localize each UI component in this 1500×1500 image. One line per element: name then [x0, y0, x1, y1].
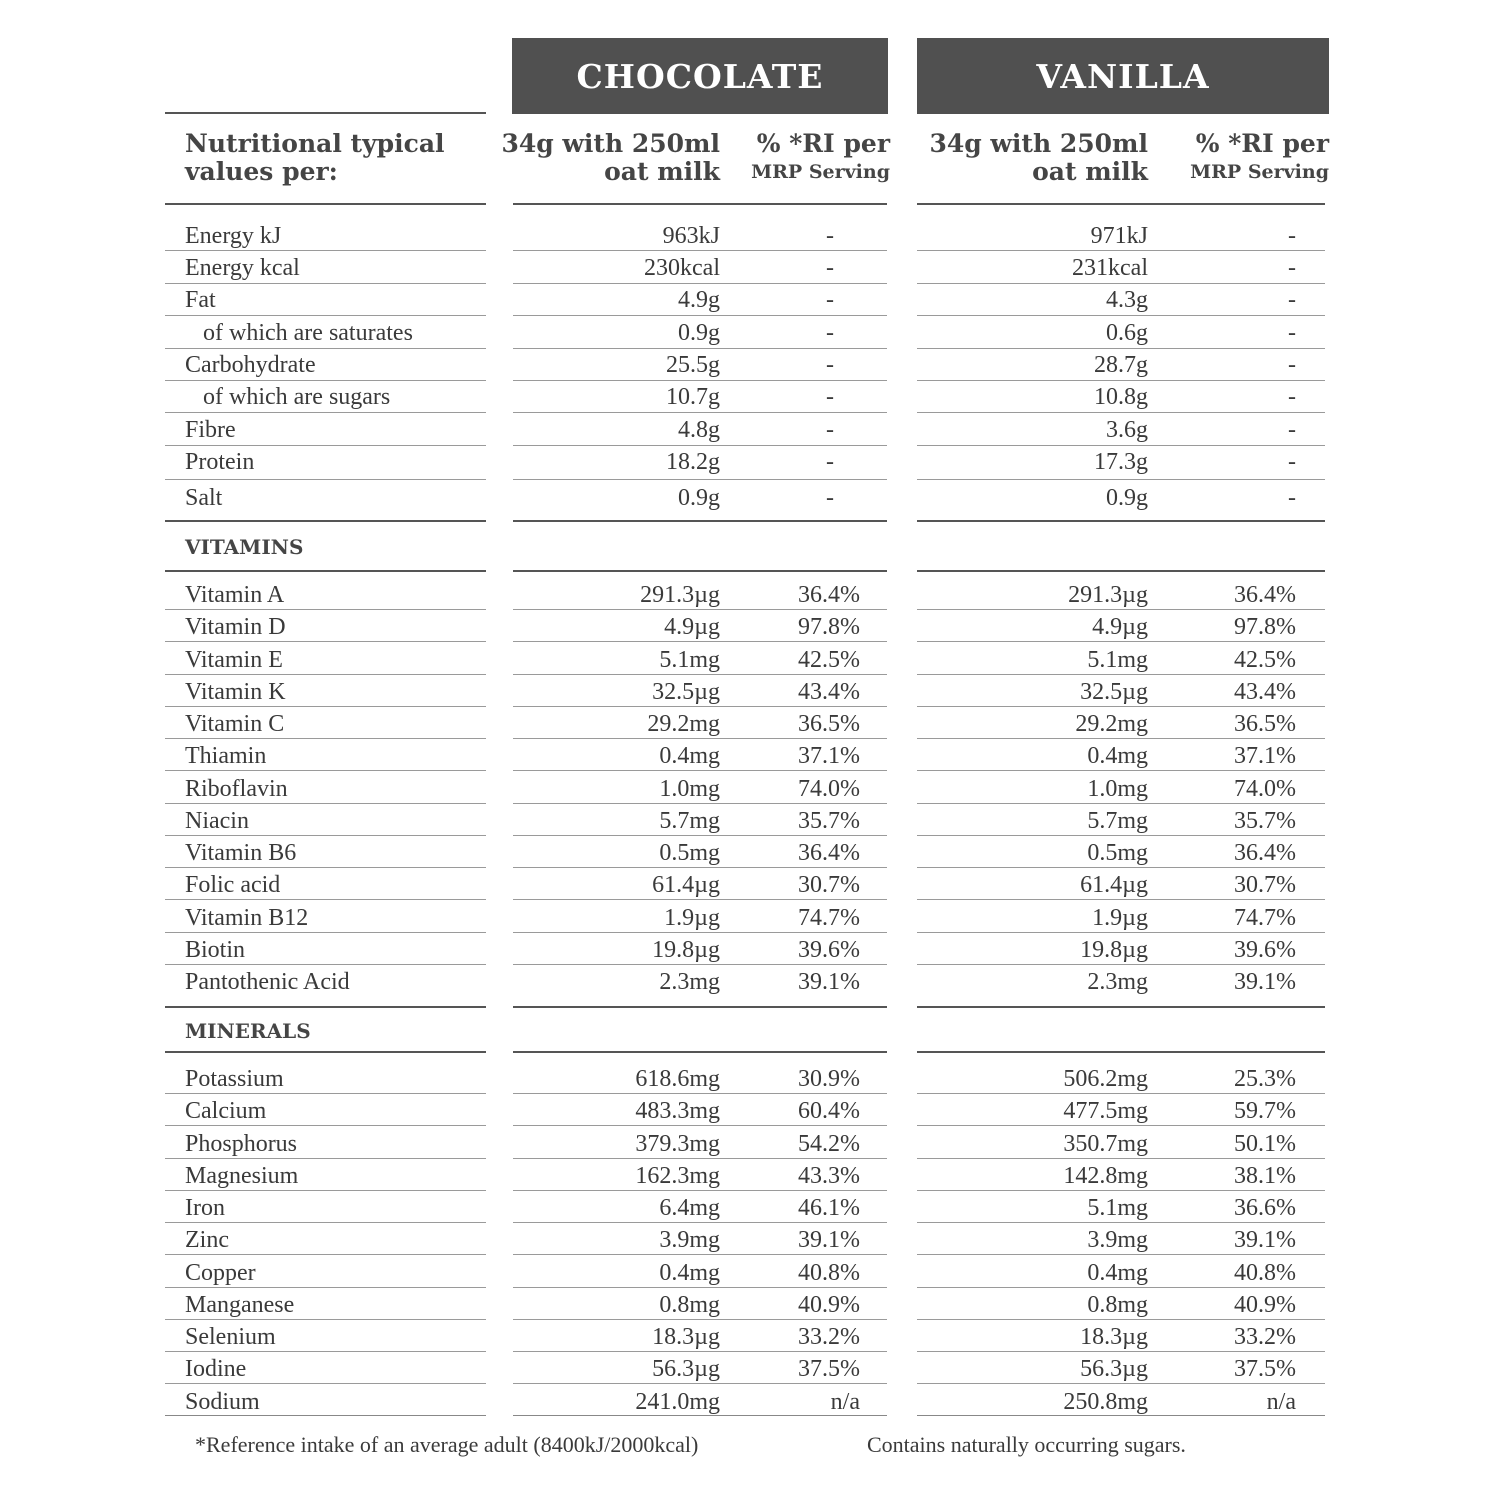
chocolate-ri-value: 39.1% — [798, 1227, 860, 1254]
chocolate-value: 5.7mg — [659, 807, 720, 834]
vanilla-ri-value: - — [1288, 352, 1296, 378]
vanilla-ri-value: 40.8% — [1234, 1259, 1296, 1286]
row-divider — [165, 867, 486, 868]
vanilla-value: 0.8mg — [1087, 1291, 1148, 1318]
row-label: Calcium — [185, 1098, 267, 1125]
chocolate-ri-value: 35.7% — [798, 807, 860, 834]
row-label: Carbohydrate — [185, 352, 316, 378]
chocolate-ri-value: 74.7% — [798, 904, 860, 931]
row-divider — [165, 348, 486, 349]
row-label: Vitamin D — [185, 614, 286, 641]
row-divider — [165, 835, 486, 836]
chocolate-ri-value: 37.1% — [798, 743, 860, 770]
row-label: Iron — [185, 1195, 225, 1221]
row-divider — [513, 1254, 887, 1255]
row-divider — [513, 1319, 887, 1320]
row-divider — [513, 674, 887, 675]
row-divider — [513, 348, 887, 349]
row-divider — [165, 1383, 486, 1384]
vanilla-value: 1.0mg — [1087, 775, 1148, 802]
row-label: Vitamin E — [185, 646, 283, 673]
chocolate-ri-value: 39.6% — [798, 936, 860, 963]
row-divider — [513, 899, 887, 900]
vanilla-value: 28.7g — [1094, 352, 1148, 378]
row-divider — [513, 1287, 887, 1288]
row-divider — [513, 380, 887, 381]
row-divider — [165, 803, 486, 804]
chocolate-value: 2.3mg — [659, 969, 720, 995]
row-divider — [165, 1158, 486, 1159]
row-label: Fat — [185, 287, 216, 313]
row-divider — [917, 1383, 1325, 1384]
chocolate-ri-value: 43.4% — [798, 678, 860, 705]
vanilla-value: 3.9mg — [1087, 1227, 1148, 1254]
vanilla-value: 3.6g — [1106, 417, 1148, 443]
vanilla-ri-value: 39.1% — [1234, 1227, 1296, 1254]
chocolate-value: 0.9g — [678, 485, 720, 511]
row-divider — [165, 1222, 486, 1223]
row-divider — [165, 1125, 486, 1126]
chocolate-ri-value: - — [826, 255, 834, 281]
chocolate-ri-heading: % *RI per MRP Serving — [751, 129, 890, 183]
row-divider — [917, 674, 1325, 675]
vanilla-ri-value: 42.5% — [1234, 646, 1296, 673]
row-divider — [917, 445, 1325, 446]
vanilla-ri-value: - — [1288, 449, 1296, 475]
vanilla-ri-heading: % *RI per MRP Serving — [1190, 129, 1329, 183]
row-divider — [513, 835, 887, 836]
vanilla-ri-value: 33.2% — [1234, 1324, 1296, 1350]
chocolate-value: 0.4mg — [659, 1259, 720, 1286]
section-rule — [917, 570, 1325, 572]
vanilla-ri-value: 38.1% — [1234, 1162, 1296, 1189]
chocolate-value: 963kJ — [662, 223, 720, 249]
section-rule — [513, 520, 887, 522]
row-label: Vitamin B6 — [185, 840, 297, 866]
row-divider — [513, 1158, 887, 1159]
vanilla-ri-value: 50.1% — [1234, 1130, 1296, 1157]
vanilla-ri-value: 43.4% — [1234, 678, 1296, 705]
chocolate-value: 0.8mg — [659, 1291, 720, 1318]
row-label: Phosphorus — [185, 1130, 298, 1157]
vanilla-value: 19.8µg — [1080, 936, 1148, 963]
chocolate-ri-value: 54.2% — [798, 1130, 860, 1157]
chocolate-value: 0.5mg — [659, 840, 720, 866]
row-divider — [917, 283, 1325, 284]
row-divider — [917, 964, 1325, 965]
vanilla-value: 350.7mg — [1063, 1130, 1148, 1157]
chocolate-ri-value: 30.9% — [798, 1066, 860, 1092]
row-divider — [513, 609, 887, 610]
chocolate-ri-value: 36.4% — [798, 582, 860, 608]
row-divider — [165, 250, 486, 251]
section-rule — [917, 520, 1325, 522]
row-divider — [917, 1319, 1325, 1320]
vanilla-ri-value: - — [1288, 223, 1296, 249]
vanilla-value: 0.4mg — [1087, 1259, 1148, 1286]
vanilla-value: 0.4mg — [1087, 743, 1148, 770]
row-label: Manganese — [185, 1291, 295, 1318]
chocolate-ri-value: 39.1% — [798, 969, 860, 995]
vanilla-value: 231kcal — [1072, 255, 1148, 281]
vanilla-ri-value: 39.1% — [1234, 969, 1296, 995]
row-divider — [917, 479, 1325, 480]
row-divider — [917, 899, 1325, 900]
chocolate-value: 6.4mg — [659, 1195, 720, 1221]
row-divider — [165, 964, 486, 965]
vanilla-ri-value: 36.4% — [1234, 840, 1296, 866]
vanilla-ri-value: 59.7% — [1234, 1098, 1296, 1125]
vitamins-heading: VITAMINS — [185, 535, 304, 559]
vanilla-value: 0.5mg — [1087, 840, 1148, 866]
row-divider — [165, 1319, 486, 1320]
row-divider — [513, 1222, 887, 1223]
row-divider — [165, 1287, 486, 1288]
row-divider — [165, 770, 486, 771]
row-label: Folic acid — [185, 872, 281, 899]
vanilla-ri-value: 36.6% — [1234, 1195, 1296, 1221]
chocolate-ri-value: 60.4% — [798, 1098, 860, 1125]
chocolate-value: 0.4mg — [659, 743, 720, 770]
chocolate-ri-value: 33.2% — [798, 1324, 860, 1350]
vanilla-value: 56.3µg — [1080, 1356, 1148, 1383]
vanilla-value: 4.9µg — [1092, 614, 1148, 641]
row-divider — [513, 867, 887, 868]
row-divider — [917, 641, 1325, 642]
row-label: Vitamin A — [185, 582, 285, 608]
chocolate-value: 483.3mg — [635, 1098, 720, 1125]
chocolate-ri-value: 42.5% — [798, 646, 860, 673]
chocolate-ri-value: - — [826, 384, 834, 410]
row-divider — [513, 315, 887, 316]
vanilla-value: 5.1mg — [1087, 1195, 1148, 1221]
vanilla-value: 5.1mg — [1087, 646, 1148, 673]
section-rule — [917, 1051, 1325, 1053]
row-divider — [917, 1190, 1325, 1191]
vanilla-ri-value: - — [1288, 320, 1296, 346]
vanilla-ri-value: 36.4% — [1234, 582, 1296, 608]
row-label: Niacin — [185, 807, 249, 834]
row-divider — [513, 932, 887, 933]
vanilla-ri-value: 97.8% — [1234, 614, 1296, 641]
row-label: Thiamin — [185, 743, 267, 770]
row-divider — [165, 315, 486, 316]
row-divider — [513, 445, 887, 446]
row-label: Protein — [185, 449, 255, 475]
chocolate-ri-value: 30.7% — [798, 872, 860, 899]
vanilla-value: 18.3µg — [1080, 1324, 1148, 1350]
chocolate-value: 162.3mg — [635, 1162, 720, 1189]
label-column-heading: Nutritional typical values per: — [185, 129, 445, 186]
vanilla-ri-value: 39.6% — [1234, 936, 1296, 963]
chocolate-ri-value: - — [826, 417, 834, 443]
row-divider — [165, 674, 486, 675]
row-label: of which are sugars — [203, 384, 391, 410]
row-divider — [513, 1190, 887, 1191]
chocolate-value: 18.2g — [666, 449, 720, 475]
row-label: Pantothenic Acid — [185, 969, 350, 995]
chocolate-value: 4.8g — [678, 417, 720, 443]
vanilla-value: 10.8g — [1094, 384, 1148, 410]
vanilla-value: 1.9µg — [1092, 904, 1148, 931]
row-divider — [513, 803, 887, 804]
chocolate-value: 1.0mg — [659, 775, 720, 802]
chocolate-value: 0.9g — [678, 320, 720, 346]
table-bottom-rule — [513, 1415, 887, 1416]
row-divider — [513, 1125, 887, 1126]
row-label: Biotin — [185, 936, 246, 963]
vanilla-value: 2.3mg — [1087, 969, 1148, 995]
row-divider — [917, 770, 1325, 771]
row-divider — [917, 1222, 1325, 1223]
chocolate-value: 3.9mg — [659, 1227, 720, 1254]
chocolate-value: 4.9µg — [664, 614, 720, 641]
row-divider — [513, 770, 887, 771]
table-bottom-rule — [917, 1415, 1325, 1416]
row-label: Iodine — [185, 1356, 247, 1383]
chocolate-ri-value: 37.5% — [798, 1356, 860, 1383]
row-divider — [917, 1287, 1325, 1288]
row-divider — [165, 1351, 486, 1352]
row-divider — [917, 738, 1325, 739]
chocolate-serving-heading: 34g with 250ml oat milk — [501, 129, 720, 186]
row-divider — [165, 609, 486, 610]
row-divider — [513, 1351, 887, 1352]
row-label: of which are saturates — [203, 320, 413, 346]
header-bottom-rule — [165, 203, 486, 205]
section-rule — [917, 1006, 1325, 1008]
chocolate-value: 618.6mg — [635, 1066, 720, 1092]
reference-intake-footnote: *Reference intake of an average adult (8400kJ/2000kcal) — [195, 1432, 699, 1457]
row-divider — [165, 932, 486, 933]
vanilla-value: 0.9g — [1106, 485, 1148, 511]
vanilla-value: 971kJ — [1090, 223, 1148, 249]
vanilla-ri-value: 37.5% — [1234, 1356, 1296, 1383]
chocolate-value: 10.7g — [666, 384, 720, 410]
minerals-heading: MINERALS — [185, 1019, 311, 1043]
vanilla-value: 4.3g — [1106, 287, 1148, 313]
vanilla-value: 250.8mg — [1063, 1388, 1148, 1415]
chocolate-ri-value: 74.0% — [798, 775, 860, 802]
row-divider — [917, 380, 1325, 381]
row-divider — [513, 964, 887, 965]
chocolate-value: 291.3µg — [640, 582, 720, 608]
row-divider — [165, 412, 486, 413]
row-divider — [165, 738, 486, 739]
vanilla-ri-value: 74.7% — [1234, 904, 1296, 931]
vanilla-value: 17.3g — [1094, 449, 1148, 475]
vanilla-ri-value: - — [1288, 384, 1296, 410]
vanilla-value: 0.6g — [1106, 320, 1148, 346]
row-divider — [917, 867, 1325, 868]
row-divider — [165, 283, 486, 284]
chocolate-value: 19.8µg — [652, 936, 720, 963]
vanilla-value: 477.5mg — [1063, 1098, 1148, 1125]
chocolate-ri-value: n/a — [830, 1388, 860, 1415]
row-divider — [917, 412, 1325, 413]
row-divider — [917, 1158, 1325, 1159]
row-divider — [917, 250, 1325, 251]
chocolate-ri-value: 43.3% — [798, 1162, 860, 1189]
row-divider — [165, 479, 486, 480]
vanilla-ri-value: - — [1288, 485, 1296, 511]
row-divider — [917, 1351, 1325, 1352]
row-divider — [513, 412, 887, 413]
row-divider — [165, 1093, 486, 1094]
row-label: Potassium — [185, 1066, 284, 1092]
vanilla-ri-value: 37.1% — [1234, 743, 1296, 770]
vanilla-ri-value: - — [1288, 417, 1296, 443]
chocolate-value: 61.4µg — [652, 872, 720, 899]
vanilla-ri-value: 74.0% — [1234, 775, 1296, 802]
row-divider — [165, 641, 486, 642]
row-divider — [917, 835, 1325, 836]
vanilla-value: 29.2mg — [1075, 711, 1148, 737]
row-divider — [165, 706, 486, 707]
chocolate-ri-value: - — [826, 320, 834, 346]
row-divider — [917, 803, 1325, 804]
chocolate-ri-value: - — [826, 449, 834, 475]
chocolate-ri-value: 36.4% — [798, 840, 860, 866]
row-label: Sodium — [185, 1388, 260, 1415]
chocolate-ri-value: - — [826, 485, 834, 511]
row-divider — [917, 932, 1325, 933]
vanilla-value: 32.5µg — [1080, 678, 1148, 705]
vanilla-value: 506.2mg — [1063, 1066, 1148, 1092]
row-label: Selenium — [185, 1324, 276, 1350]
vanilla-value: 5.7mg — [1087, 807, 1148, 834]
row-divider — [917, 706, 1325, 707]
header-bottom-rule — [917, 203, 1325, 205]
row-label: Salt — [185, 485, 223, 511]
row-label: Riboflavin — [185, 775, 288, 802]
header-rule — [165, 112, 486, 114]
vanilla-serving-heading: 34g with 250ml oat milk — [929, 129, 1148, 186]
vanilla-header: VANILLA — [917, 38, 1329, 114]
section-rule — [513, 1051, 887, 1053]
chocolate-value: 241.0mg — [635, 1388, 720, 1415]
row-label: Vitamin B12 — [185, 904, 309, 931]
chocolate-value: 29.2mg — [647, 711, 720, 737]
vanilla-ri-value: 30.7% — [1234, 872, 1296, 899]
row-divider — [917, 1093, 1325, 1094]
row-label: Fibre — [185, 417, 236, 443]
row-label: Vitamin K — [185, 678, 286, 705]
section-rule — [165, 570, 486, 572]
row-divider — [165, 1190, 486, 1191]
chocolate-ri-value: - — [826, 287, 834, 313]
section-rule — [165, 1051, 486, 1053]
vanilla-ri-value: 40.9% — [1234, 1291, 1296, 1318]
row-divider — [165, 445, 486, 446]
row-divider — [513, 1383, 887, 1384]
chocolate-value: 56.3µg — [652, 1356, 720, 1383]
vanilla-ri-value: 35.7% — [1234, 807, 1296, 834]
row-label: Magnesium — [185, 1162, 299, 1189]
vanilla-ri-value: - — [1288, 255, 1296, 281]
vanilla-ri-value: 36.5% — [1234, 711, 1296, 737]
chocolate-ri-value: 40.9% — [798, 1291, 860, 1318]
chocolate-value: 4.9g — [678, 287, 720, 313]
row-label: Zinc — [185, 1227, 229, 1254]
row-divider — [165, 899, 486, 900]
row-divider — [513, 641, 887, 642]
row-divider — [165, 1254, 486, 1255]
chocolate-ri-value: 97.8% — [798, 614, 860, 641]
chocolate-ri-value: - — [826, 223, 834, 249]
row-divider — [917, 348, 1325, 349]
sugars-note: Contains naturally occurring sugars. — [867, 1432, 1186, 1457]
chocolate-ri-value: 40.8% — [798, 1259, 860, 1286]
vanilla-value: 142.8mg — [1063, 1162, 1148, 1189]
row-label: Energy kJ — [185, 223, 282, 249]
row-divider — [917, 609, 1325, 610]
vanilla-ri-value: - — [1288, 287, 1296, 313]
chocolate-value: 32.5µg — [652, 678, 720, 705]
row-label: Energy kcal — [185, 255, 300, 281]
row-divider — [917, 1125, 1325, 1126]
section-rule — [165, 520, 486, 522]
chocolate-value: 230kcal — [644, 255, 720, 281]
chocolate-value: 5.1mg — [659, 646, 720, 673]
row-divider — [513, 1093, 887, 1094]
row-divider — [513, 479, 887, 480]
section-rule — [165, 1006, 486, 1008]
row-divider — [917, 315, 1325, 316]
row-divider — [513, 738, 887, 739]
row-divider — [513, 250, 887, 251]
row-label: Copper — [185, 1259, 256, 1286]
chocolate-value: 379.3mg — [635, 1130, 720, 1157]
header-bottom-rule — [513, 203, 887, 205]
vanilla-ri-value: 25.3% — [1234, 1066, 1296, 1092]
section-rule — [513, 570, 887, 572]
chocolate-value: 25.5g — [666, 352, 720, 378]
chocolate-value: 18.3µg — [652, 1324, 720, 1350]
chocolate-value: 1.9µg — [664, 904, 720, 931]
vanilla-ri-value: n/a — [1266, 1388, 1296, 1415]
row-divider — [513, 706, 887, 707]
chocolate-ri-value: - — [826, 352, 834, 378]
table-bottom-rule — [165, 1415, 486, 1416]
vanilla-value: 291.3µg — [1068, 582, 1148, 608]
row-divider — [513, 283, 887, 284]
row-divider — [165, 380, 486, 381]
row-label: Vitamin C — [185, 711, 285, 737]
chocolate-ri-value: 36.5% — [798, 711, 860, 737]
vanilla-value: 61.4µg — [1080, 872, 1148, 899]
chocolate-ri-value: 46.1% — [798, 1195, 860, 1221]
section-rule — [513, 1006, 887, 1008]
chocolate-header: CHOCOLATE — [512, 38, 888, 114]
row-divider — [917, 1254, 1325, 1255]
